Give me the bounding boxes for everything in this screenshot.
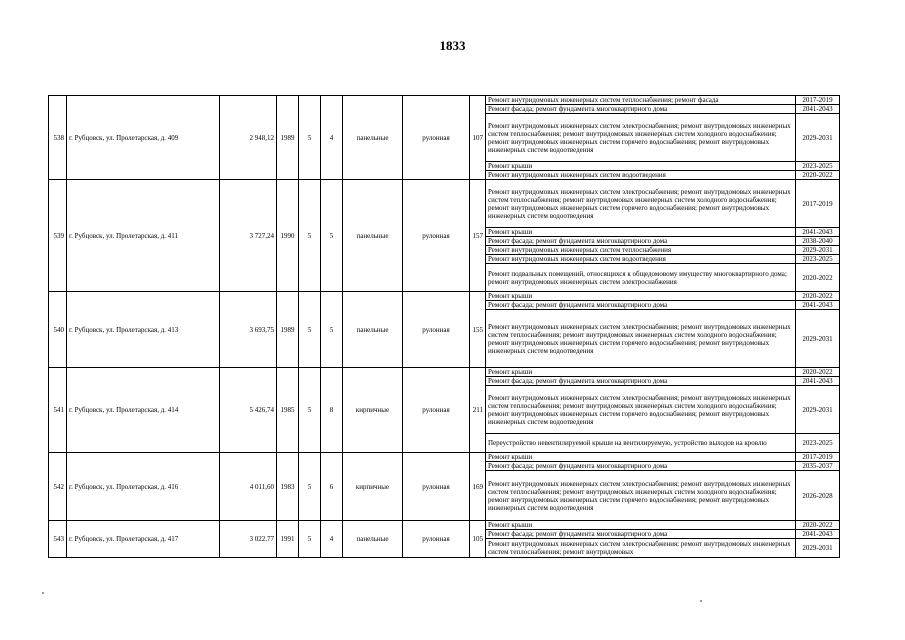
work-description: Ремонт внутридомовых инженерных систем теплоснабжения	[486, 246, 796, 255]
house-roof: рулонная	[403, 521, 470, 558]
work-period: 2029-2031	[796, 246, 840, 255]
work-description: Переустройство невентилируемой крыши на вентилируемую, устройство выходов на кровлю	[486, 434, 796, 453]
work-period: 2023-2025	[796, 255, 840, 264]
house-entrances: 6	[321, 453, 343, 521]
work-description: Ремонт внутридомовых инженерных систем водоотведения	[486, 171, 796, 180]
work-description: Ремонт внутридомовых инженерных систем водоотведения	[486, 255, 796, 264]
house-entrances: 4	[321, 521, 343, 558]
house-year: 1985	[277, 368, 299, 453]
house-year: 1991	[277, 521, 299, 558]
work-period: 2017-2019	[796, 453, 840, 462]
house-number: 542	[49, 453, 67, 521]
work-description: Ремонт фасада; ремонт фундамента многоквартирного дома	[486, 105, 796, 114]
capital-repair-table	[48, 95, 840, 558]
work-description: Ремонт фасада; ремонт фундамента многоквартирного дома	[486, 462, 796, 471]
house-walls: панельные	[343, 292, 403, 368]
house-floors: 5	[299, 292, 321, 368]
work-period: 2041-2043	[796, 105, 840, 114]
work-description: Ремонт внутридомовых инженерных систем теплоснабжения; ремонт фасада	[486, 96, 796, 105]
house-address: г. Рубцовск, ул. Пролетарская, д. 413	[67, 292, 220, 368]
work-period: 2041-2043	[796, 301, 840, 310]
scan-speck	[42, 592, 44, 594]
house-roof: рулонная	[403, 180, 470, 292]
table-row	[49, 180, 840, 228]
work-description: Ремонт подвальных помещений, относящихся к общедомовому имуществу многоквартирного дома; ремонт внутридомовых инженерных систем электроснабжения	[486, 264, 796, 292]
house-area: 5 426,74	[220, 368, 277, 453]
table-row	[49, 453, 840, 462]
house-number: 538	[49, 96, 67, 180]
work-period: 2020-2022	[796, 171, 840, 180]
work-description: Ремонт внутридомовых инженерных систем электроснабжения; ремонт внутридомовых инженерных систем теплоснабжения; ремонт внутридомовых	[486, 539, 796, 558]
work-period: 2035-2037	[796, 462, 840, 471]
house-address: г. Рубцовск, ул. Пролетарская, д. 416	[67, 453, 220, 521]
house-area: 3 022,77	[220, 521, 277, 558]
house-residents: 157	[470, 180, 486, 292]
work-period: 2029-2031	[796, 539, 840, 558]
work-description: Ремонт фасада; ремонт фундамента многоквартирного дома	[486, 301, 796, 310]
work-period: 2020-2022	[796, 264, 840, 292]
house-address: г. Рубцовск, ул. Пролетарская, д. 411	[67, 180, 220, 292]
house-entrances: 8	[321, 368, 343, 453]
house-floors: 5	[299, 180, 321, 292]
work-period: 2020-2022	[796, 521, 840, 530]
table-row	[49, 521, 840, 530]
work-period: 2023-2025	[796, 434, 840, 453]
work-description: Ремонт крыши	[486, 162, 796, 171]
house-address: г. Рубцовск, ул. Пролетарская, д. 417	[67, 521, 220, 558]
house-residents: 169	[470, 453, 486, 521]
house-residents: 105	[470, 521, 486, 558]
house-year: 1989	[277, 96, 299, 180]
house-area: 3 727,24	[220, 180, 277, 292]
work-period: 2023-2025	[796, 162, 840, 171]
table-row	[49, 368, 840, 377]
house-floors: 5	[299, 96, 321, 180]
house-roof: рулонная	[403, 292, 470, 368]
house-walls: панельные	[343, 180, 403, 292]
house-floors: 5	[299, 368, 321, 453]
house-number: 543	[49, 521, 67, 558]
house-area: 2 948,12	[220, 96, 277, 180]
work-period: 2041-2043	[796, 228, 840, 237]
work-period: 2017-2019	[796, 180, 840, 228]
house-walls: кирпичные	[343, 368, 403, 453]
house-residents: 155	[470, 292, 486, 368]
house-walls: кирпичные	[343, 453, 403, 521]
house-roof: рулонная	[403, 453, 470, 521]
house-entrances: 5	[321, 292, 343, 368]
page-number: 1833	[439, 38, 466, 53]
scan-speck	[700, 600, 702, 602]
work-description: Ремонт крыши	[486, 228, 796, 237]
work-period: 2017-2019	[796, 96, 840, 105]
work-description: Ремонт внутридомовых инженерных систем электроснабжения; ремонт внутридомовых инженерных систем теплоснабжения; ремонт внутридомовых инженерных систем холодного водоснабжения; ремонт внутридомовых инженерных систем горячего водоснабжения; ремонт внутридомовых инженерных систем водоотведения	[486, 180, 796, 228]
work-period: 2041-2043	[796, 377, 840, 386]
house-entrances: 4	[321, 96, 343, 180]
work-description: Ремонт внутридомовых инженерных систем электроснабжения; ремонт внутридомовых инженерных систем теплоснабжения; ремонт внутридомовых инженерных систем холодного водоснабжения; ремонт внутридомовых инженерных систем горячего водоснабжения; ремонт внутридомовых инженерных систем водоотведения	[486, 471, 796, 521]
house-number: 541	[49, 368, 67, 453]
house-floors: 5	[299, 453, 321, 521]
work-description: Ремонт крыши	[486, 453, 796, 462]
house-roof: рулонная	[403, 96, 470, 180]
work-description: Ремонт внутридомовых инженерных систем электроснабжения; ремонт внутридомовых инженерных систем теплоснабжения; ремонт внутридомовых инженерных систем холодного водоснабжения; ремонт внутридомовых инженерных систем горячего водоснабжения; ремонт внутридомовых инженерных систем водоотведения	[486, 310, 796, 368]
house-address: г. Рубцовск, ул. Пролетарская, д. 409	[67, 96, 220, 180]
house-residents: 107	[470, 96, 486, 180]
work-description: Ремонт фасада; ремонт фундамента многоквартирного дома	[486, 377, 796, 386]
work-period: 2038-2040	[796, 237, 840, 246]
house-address: г. Рубцовск, ул. Пролетарская, д. 414	[67, 368, 220, 453]
work-period: 2029-2031	[796, 386, 840, 434]
house-number: 540	[49, 292, 67, 368]
work-period: 2041-2043	[796, 530, 840, 539]
work-description: Ремонт внутридомовых инженерных систем электроснабжения; ремонт внутридомовых инженерных систем теплоснабжения; ремонт внутридомовых инженерных систем холодного водоснабжения; ремонт внутридомовых инженерных систем горячего водоснабжения; ремонт внутридомовых инженерных систем водоотведения	[486, 114, 796, 162]
house-entrances: 5	[321, 180, 343, 292]
work-period: 2029-2031	[796, 114, 840, 162]
work-period: 2029-2031	[796, 310, 840, 368]
house-year: 1990	[277, 180, 299, 292]
house-area: 4 011,60	[220, 453, 277, 521]
table-body	[49, 96, 840, 558]
house-walls: панельные	[343, 521, 403, 558]
work-description: Ремонт крыши	[486, 521, 796, 530]
work-description: Ремонт крыши	[486, 292, 796, 301]
work-description: Ремонт фасада; ремонт фундамента многоквартирного дома	[486, 530, 796, 539]
house-floors: 5	[299, 521, 321, 558]
house-roof: рулонная	[403, 368, 470, 453]
work-description: Ремонт внутридомовых инженерных систем электроснабжения; ремонт внутридомовых инженерных систем теплоснабжения; ремонт внутридомовых инженерных систем холодного водоснабжения; ремонт внутридомовых инженерных систем горячего водоснабжения; ремонт внутридомовых инженерных систем водоотведения	[486, 386, 796, 434]
work-period: 2020-2022	[796, 292, 840, 301]
work-period: 2026-2028	[796, 471, 840, 521]
work-description: Ремонт крыши	[486, 368, 796, 377]
house-area: 3 693,75	[220, 292, 277, 368]
table-row	[49, 292, 840, 301]
house-year: 1989	[277, 292, 299, 368]
house-number: 539	[49, 180, 67, 292]
house-walls: панельные	[343, 96, 403, 180]
work-period: 2020-2022	[796, 368, 840, 377]
house-residents: 211	[470, 368, 486, 453]
table-row	[49, 96, 840, 105]
work-description: Ремонт фасада; ремонт фундамента многоквартирного дома	[486, 237, 796, 246]
house-year: 1983	[277, 453, 299, 521]
